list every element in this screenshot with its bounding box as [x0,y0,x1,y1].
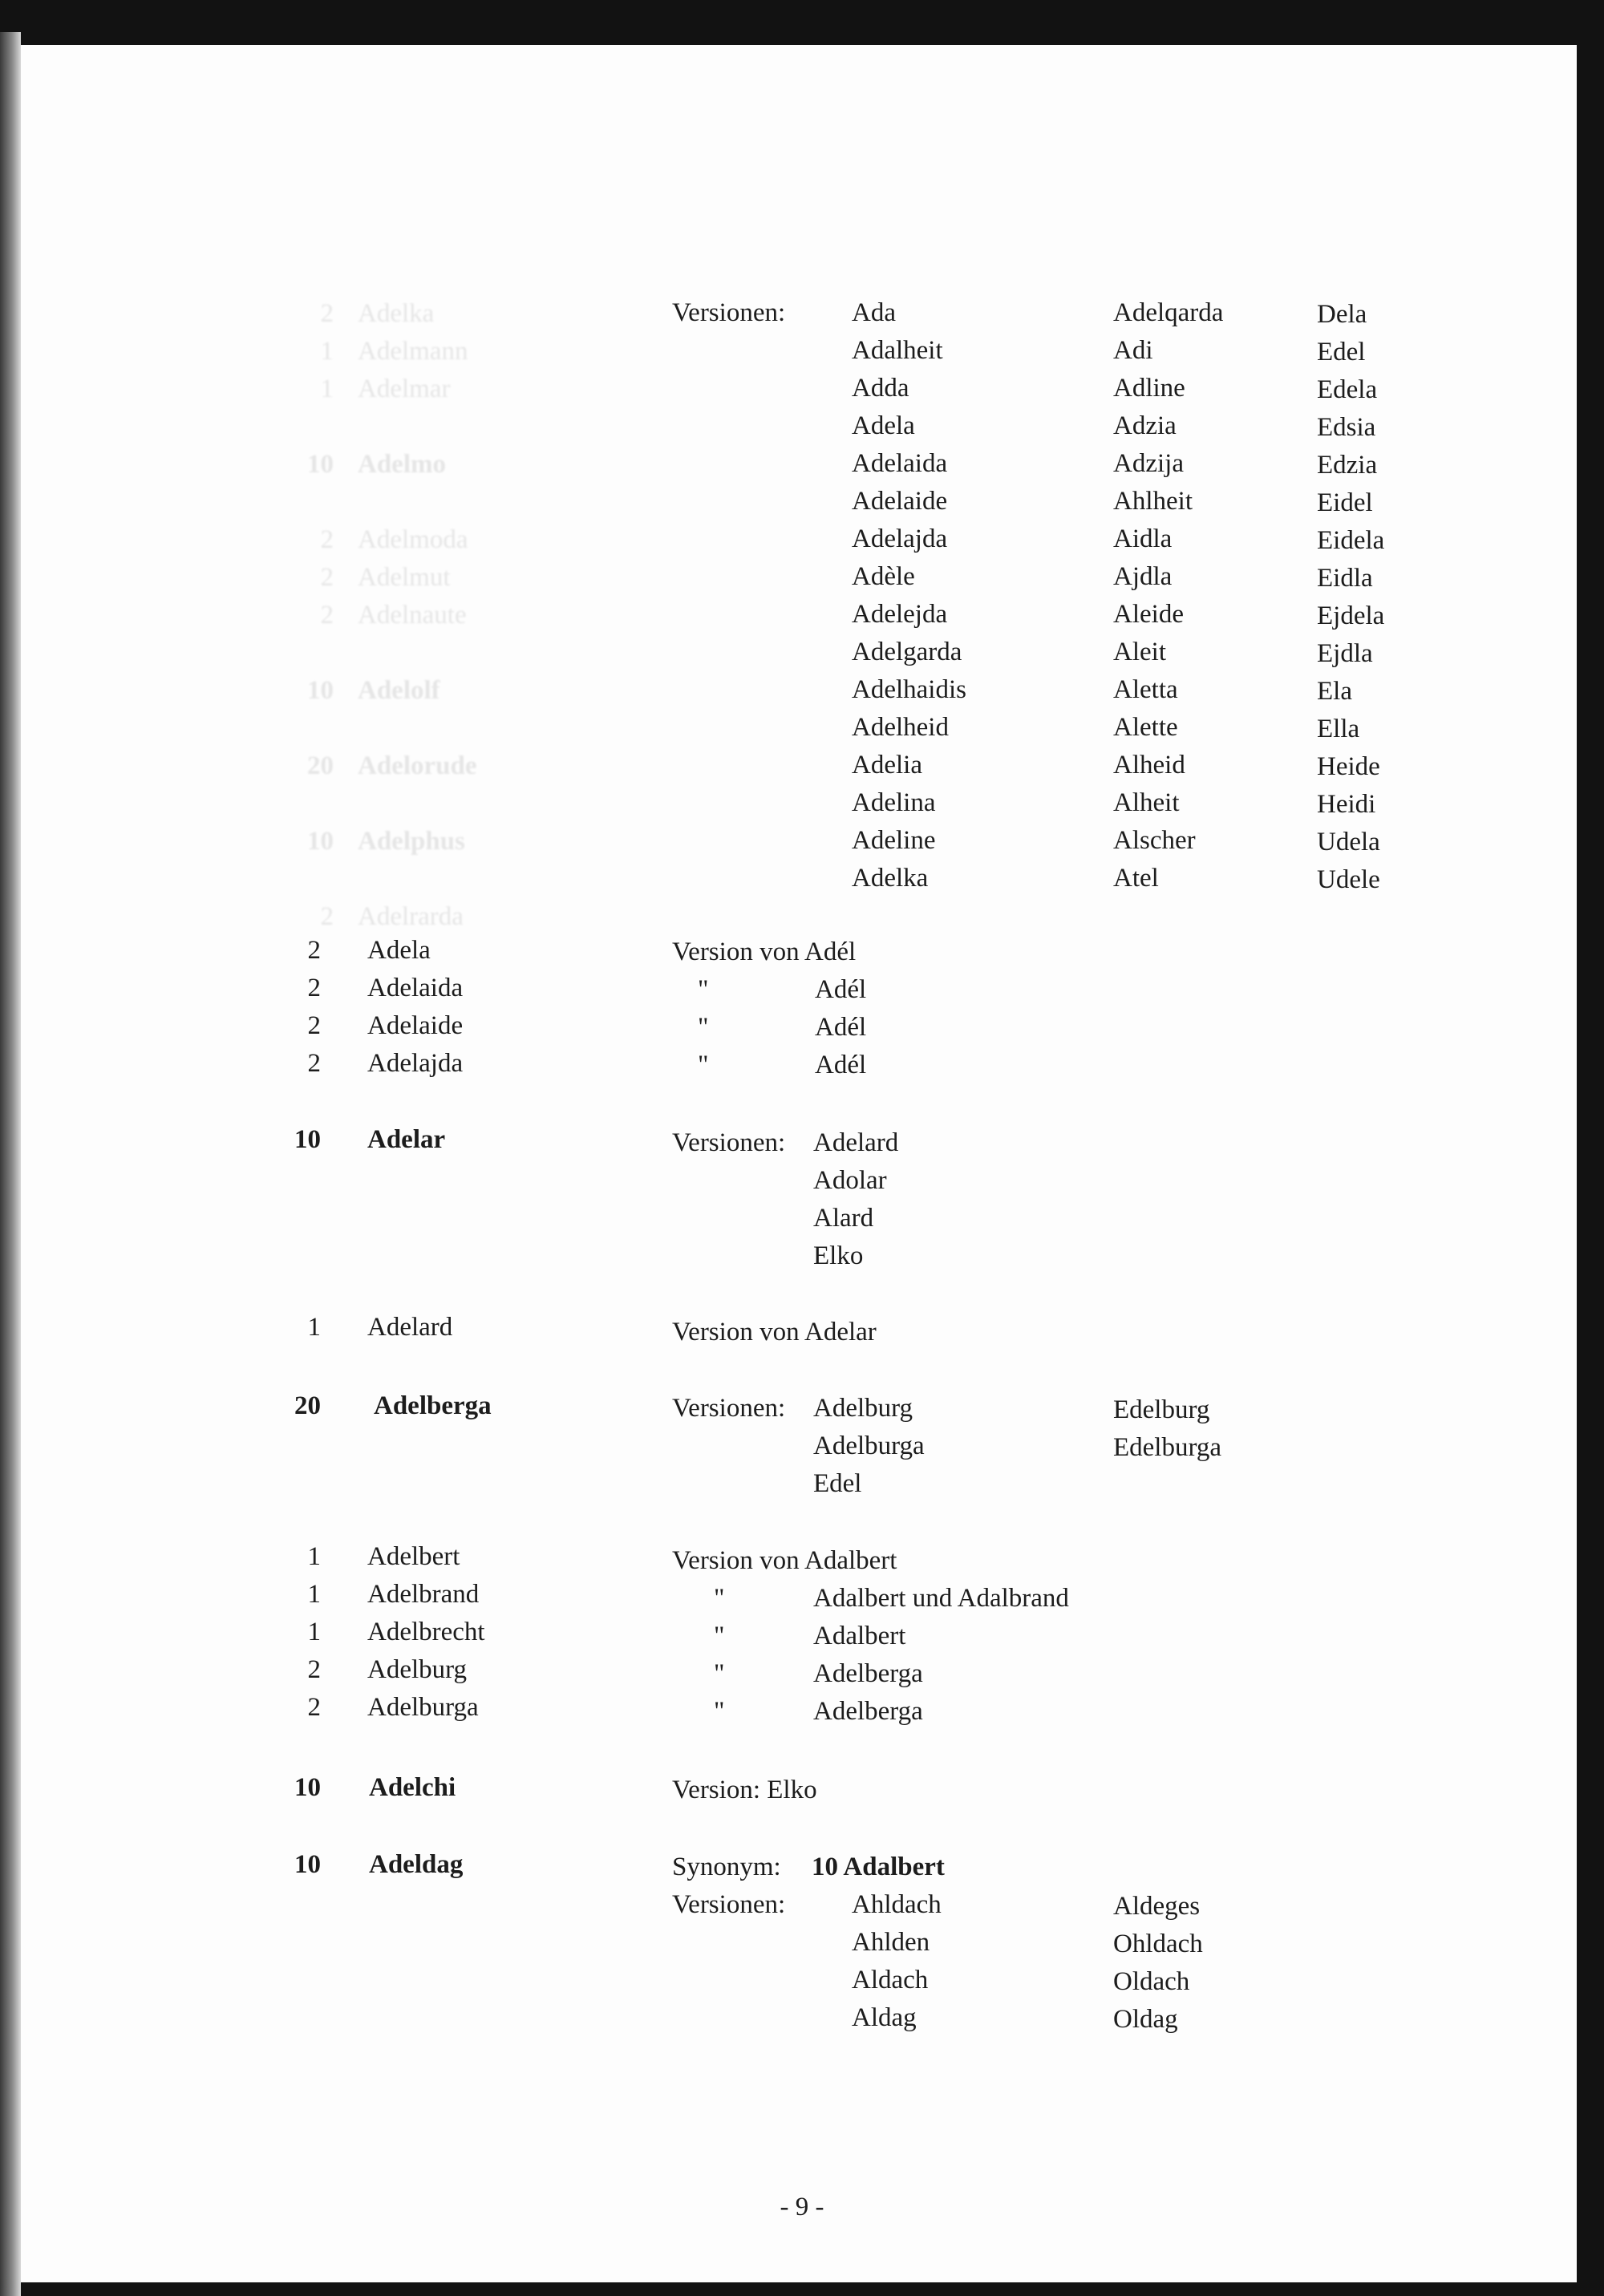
page-number: - 9 - [780,2193,824,2221]
version-name: Oldach [1113,1967,1190,1996]
version-name: Alheid [1113,751,1185,780]
entry-reference: Adelberga [813,1659,923,1688]
ditto-mark: " [714,1584,725,1613]
ghost-name: Adelnaute [358,601,467,630]
ghost-name: Adelka [358,299,435,328]
version-name: Edel [813,1469,862,1498]
entry-frequency: 2 [307,1693,321,1722]
version-name: Eidela [1317,526,1385,555]
entry-frequency: 10 [294,1125,321,1154]
entry-frequency: 2 [307,1011,321,1040]
entry-frequency: 2 [307,936,321,965]
version-name: Adelejda [852,600,948,629]
version-name: Aidla [1113,524,1173,553]
entry-reference: Adél [815,1013,867,1042]
entry-frequency: 1 [307,1618,321,1646]
version-name: Adda [852,374,909,403]
ghost-num: 10 [307,827,334,856]
entry-reference: Adél [815,1051,867,1079]
ghost-name: Adelolf [358,676,440,705]
version-name: Adi [1113,336,1153,365]
entry-frequency: 2 [307,974,321,1002]
entry-description: Version: Elko [672,1776,817,1804]
version-name: Udele [1317,865,1380,894]
ghost-name: Adelorude [358,751,477,780]
entry-description: Version von Adél [672,937,857,966]
ghost-name: Adelphus [358,827,465,856]
entry-name: Adelajda [367,1049,464,1078]
version-name: Adzija [1113,449,1184,478]
ghost-num: 2 [320,563,334,592]
synonym-label: Synonym: [672,1853,781,1881]
ditto-mark: " [698,975,709,1004]
entry-frequency: 2 [307,1049,321,1078]
ghost-name: Adelmo [358,450,446,479]
ditto-mark: " [714,1697,725,1726]
version-name: Alscher [1113,826,1196,855]
entry-name: Adelbert [367,1542,460,1571]
version-name: Aleide [1113,600,1184,629]
ditto-mark: " [698,1051,709,1079]
version-name: Adelard [813,1128,899,1157]
ghost-num: 10 [307,450,334,479]
version-name: Ejdela [1317,601,1385,630]
entry-name: Adelbrecht [367,1618,485,1646]
version-name: Heidi [1317,790,1376,819]
version-name: Adelka [852,864,929,893]
version-name: Aleit [1113,638,1166,666]
version-name: Adelgarda [852,638,962,666]
entry-description: Version von Adalbert [672,1546,897,1575]
entry-name: Adeldag [369,1850,464,1879]
entry-name: Adelbrand [367,1580,480,1609]
entry-name: Adelchi [369,1773,456,1802]
version-name: Elko [813,1241,864,1270]
version-name: Edelburg [1113,1395,1210,1424]
version-name: Dela [1317,300,1367,329]
version-name: Adelajda [852,524,948,553]
entry-name: Adelaida [367,974,464,1002]
ditto-mark: " [714,1622,725,1650]
version-name: Ejdla [1317,639,1373,668]
version-name: Alard [813,1204,874,1233]
version-name: Aldag [852,2003,917,2032]
version-name: Edel [1317,338,1366,366]
version-name: Udela [1317,828,1380,856]
version-name: Adelia [852,751,922,780]
entry-name: Adelberga [374,1391,492,1420]
ditto-mark: " [698,1013,709,1042]
version-name: Edelburga [1113,1433,1222,1462]
version-name: Heide [1317,752,1380,781]
version-name: Adelburg [813,1394,913,1423]
entry-name: Adelard [367,1313,453,1342]
ditto-mark: " [714,1659,725,1688]
entry-frequency: 20 [294,1391,321,1420]
entry-name: Adelar [367,1125,446,1154]
version-name: Aldach [852,1966,929,1994]
version-name: Ada [852,298,896,327]
entry-frequency: 10 [294,1850,321,1879]
version-name: Adalheit [852,336,943,365]
versions-label: Versionen: [672,298,786,327]
version-name: Ahlheit [1113,487,1193,516]
version-name: Ohldach [1113,1930,1203,1958]
version-name: Adelina [852,788,936,817]
version-name: Adelburga [813,1431,925,1460]
version-name: Adèle [852,562,915,591]
entry-name: Adelaide [367,1011,464,1040]
ghost-num: 10 [307,676,334,705]
entry-reference: Adalbert und Adalbrand [813,1584,1069,1613]
version-name: Adline [1113,374,1185,403]
version-name: Atel [1113,864,1159,893]
version-name: Adelhaidis [852,675,966,704]
entry-frequency: 2 [307,1655,321,1684]
version-name: Ella [1317,715,1360,743]
version-name: Ahldach [852,1890,942,1919]
version-name: Adelheid [852,713,949,742]
book-spine-shadow [0,32,21,2296]
version-name: Alheit [1113,788,1180,817]
version-name: Ela [1317,677,1352,706]
entry-frequency: 1 [307,1313,321,1342]
entry-reference: Adalbert [813,1622,906,1650]
ghost-name: Adelmoda [358,525,468,554]
ghost-num: 2 [320,902,334,931]
version-name: Aldeges [1113,1892,1201,1921]
entry-name: Adelburga [367,1693,479,1722]
entry-name: Adela [367,936,431,965]
version-name: Edsia [1317,413,1376,442]
ghost-name: Adelrarda [358,902,464,931]
entry-description: Version von Adelar [672,1318,877,1346]
ghost-name: Adelmar [358,375,451,403]
version-name: Adela [852,411,915,440]
entry-frequency: 1 [307,1542,321,1571]
versions-label: Versionen: [672,1128,786,1157]
entry-reference: Adél [815,975,867,1004]
ghost-num: 1 [320,337,334,366]
version-name: Adolar [813,1166,887,1195]
entry-frequency: 10 [294,1773,321,1802]
ghost-num: 2 [320,299,334,328]
synonym-value: 10 Adalbert [812,1853,945,1881]
ghost-num: 2 [320,601,334,630]
version-name: Adelqarda [1113,298,1224,327]
version-name: Eidel [1317,488,1373,517]
version-name: Edzia [1317,451,1378,480]
ghost-num: 20 [307,751,334,780]
version-name: Adelaida [852,449,948,478]
entry-reference: Adelberga [813,1697,923,1726]
ghost-name: Adelmann [358,337,468,366]
entry-frequency: 1 [307,1580,321,1609]
version-name: Adelaide [852,487,948,516]
version-name: Eidla [1317,564,1373,593]
versions-label: Versionen: [672,1394,786,1423]
version-name: Adeline [852,826,936,855]
versions-label: Versionen: [672,1890,786,1919]
entry-name: Adelburg [367,1655,468,1684]
version-name: Ajdla [1113,562,1173,591]
version-name: Aletta [1113,675,1178,704]
version-name: Edela [1317,375,1378,404]
version-name: Alette [1113,713,1178,742]
version-name: Ahlden [852,1928,930,1957]
ghost-num: 1 [320,375,334,403]
ghost-num: 2 [320,525,334,554]
ghost-name: Adelmut [358,563,451,592]
version-name: Oldag [1113,2005,1178,2034]
version-name: Adzia [1113,411,1177,440]
